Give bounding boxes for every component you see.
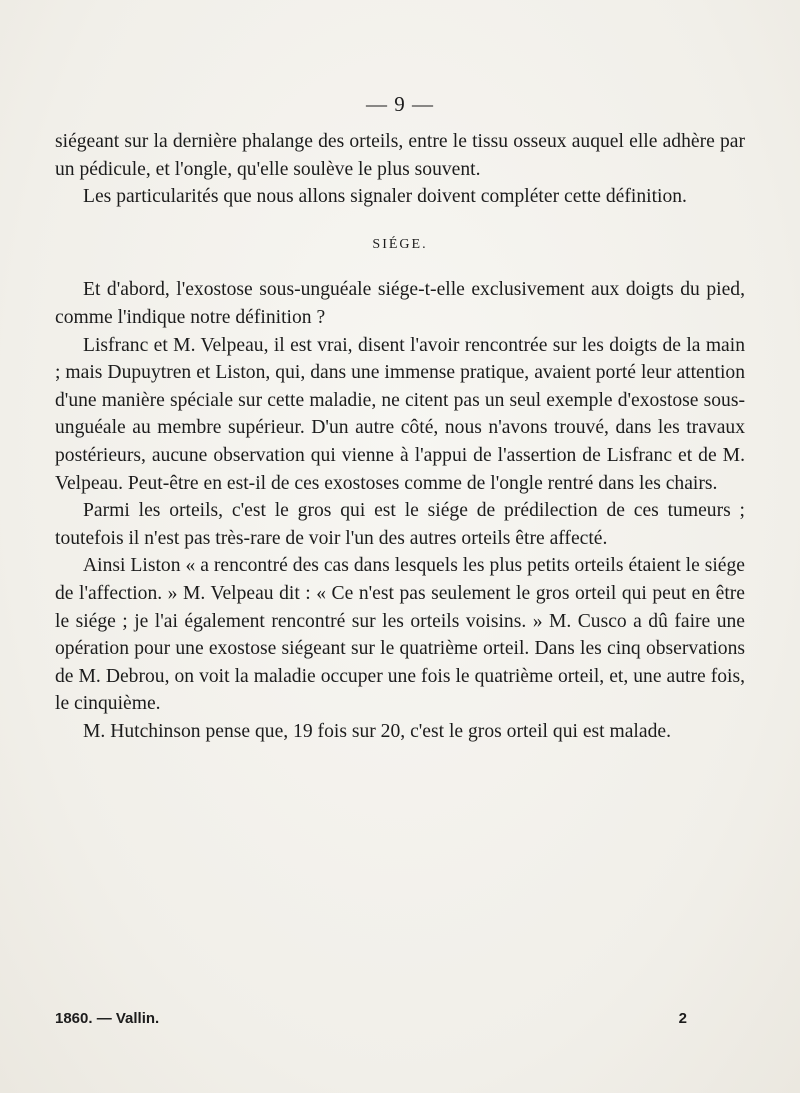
paragraph: Et d'abord, l'exostose sous-unguéale siége-t-elle exclusivement aux doigts du pied, comme l'indique notre définition ?	[55, 279, 745, 328]
section-heading: SIÉGE.	[372, 236, 428, 252]
paragraph: Parmi les orteils, c'est le gros qui est le siége de prédilection de ces tumeurs ; toutefois il n'est pas très-rare de voir l'un des autres orteils être affecté.	[55, 500, 745, 549]
paragraph: Lisfranc et M. Velpeau, il est vrai, disent l'avoir rencontrée sur les doigts de la main ; mais Dupuytren et Liston, qui, dans une immense pratique, avaient porté leur attention d'une manière spéciale sur cette maladie, ne citent pas un seul exemple d'exostose sous-unguéale au membre supérieur. D'un autre côté, nous n'avons trouvé, dans les travaux postérieurs, aucune observation qui vienne à l'appui de l'assertion de Lisfranc et de M. Velpeau. Peut-être en est-il de ces exostoses comme de l'ongle rentré dans les chairs.	[55, 334, 745, 494]
body-text	[55, 128, 745, 745]
paragraph: Ainsi Liston « a rencontré des cas dans lesquels les plus petits orteils étaient le siége de l'affection. » M. Velpeau dit : « Ce n'est pas seulement le gros orteil qui peut en être le siége ; je l'ai également rencontré sur les orteils voisins. » M. Cusco a dû faire une opération pour une exostose siégeant sur le quatrième orteil. Dans les cinq observations de M. Debrou, on voit la maladie occuper une fois le quatrième orteil, et, une autre fois, le cinquième.	[55, 555, 745, 715]
paragraph: siégeant sur la dernière phalange des orteils, entre le tissu osseux auquel elle adhère par un pédicule, et l'ongle, qu'elle soulève le plus souvent.	[55, 131, 745, 180]
page-number: — 9 —	[366, 92, 434, 116]
paragraph: M. Hutchinson pense que, 19 fois sur 20, c'est le gros orteil qui est malade.	[83, 720, 671, 742]
paragraph: Les particularités que nous allons signaler doivent compléter cette définition.	[83, 186, 687, 208]
sheet-number: 2	[678, 1010, 687, 1027]
signature-mark: 1860. — Vallin.	[55, 1010, 160, 1027]
